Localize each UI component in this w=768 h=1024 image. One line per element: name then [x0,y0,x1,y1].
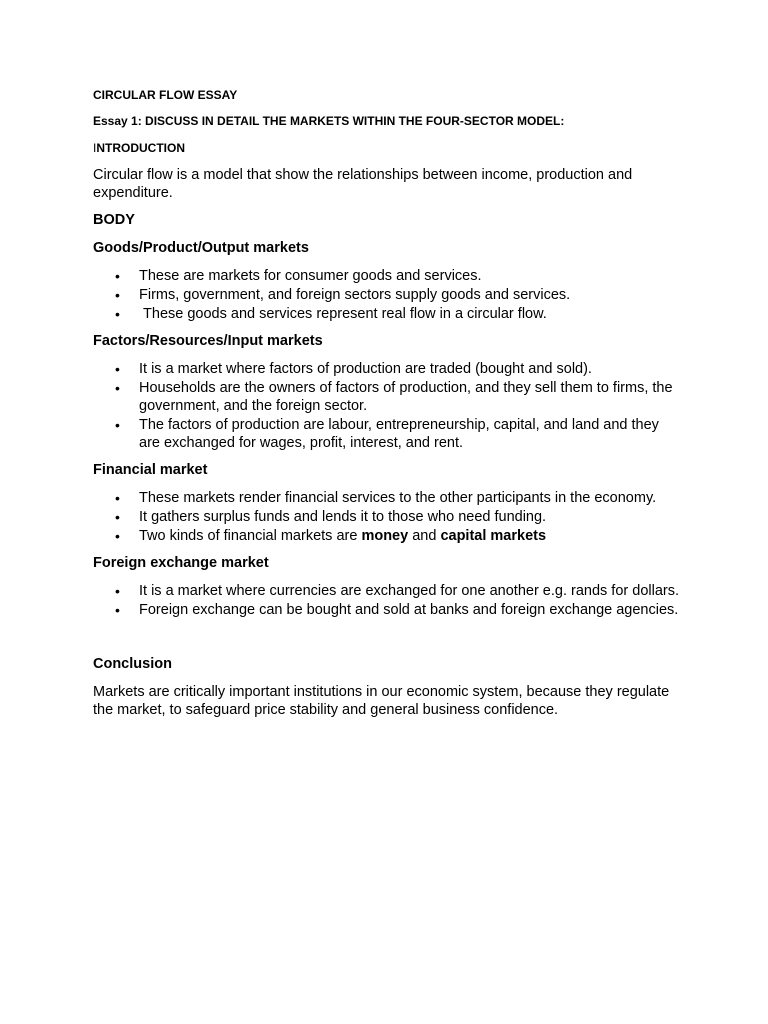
bullet-icon: • [115,490,120,506]
bullet-icon: • [115,417,120,433]
introduction-heading-initial: I [93,141,97,155]
list-item [93,582,683,600]
bullet-icon: • [115,528,120,544]
list-item [93,508,683,526]
bullet-list-goods-markets [93,267,683,323]
essay-title: Essay 1: DISCUSS IN DETAIL THE MARKETS WITHIN THE FOUR-SECTOR MODEL: [93,114,565,128]
bullet-icon: • [115,380,120,396]
bullet-icon: • [115,509,120,525]
list-item-bold-capital-markets: capital markets [440,528,547,544]
bullet-list-financial-market [93,489,683,545]
bullet-icon: • [115,306,120,322]
list-item-text: The factors of production are labour, entrepreneurship, capital, and land and they are exchanged for wages, profit, interest, and rent. [139,417,659,451]
list-item-text: Foreign exchange can be bought and sold at banks and foreign exchange agencies. [139,602,679,618]
introduction-paragraph: Circular flow is a model that show the relationships between income, production and expenditure. [93,167,633,201]
list-item-text: It is a market where currencies are exchanged for one another e.g. rands for dollars. [139,583,680,599]
introduction-heading [93,141,683,156]
list-item-text: These goods and services represent real flow in a circular flow. [139,306,547,322]
list-item [93,416,683,452]
section-heading-factor-markets: Factors/Resources/Input markets [93,333,323,349]
introduction-heading-rest: NTRODUCTION [96,141,186,155]
document-title: CIRCULAR FLOW ESSAY [93,88,238,102]
list-item-bold-money: money [361,528,409,544]
bullet-list-forex-market [93,582,683,619]
list-item [93,360,683,378]
bullet-icon: • [115,602,120,618]
bullet-icon: • [115,287,120,303]
list-item [93,379,683,415]
section-heading-goods-markets: Goods/Product/Output markets [93,240,309,256]
list-item-text-middle: and [408,528,441,544]
body-heading: BODY [93,212,135,228]
list-item [93,489,683,507]
list-item-text: These are markets for consumer goods and services. [139,268,482,284]
list-item-text: Households are the owners of factors of production, and they sell them to firms, the government, and the foreign sector. [139,380,673,414]
bullet-icon: • [115,361,120,377]
vertical-spacer [93,628,683,655]
list-item [93,305,683,323]
bullet-list-factor-markets [93,360,683,452]
list-item [93,601,683,619]
list-item-text: It is a market where factors of production are traded (bought and sold). [139,361,592,377]
list-item [93,286,683,304]
conclusion-paragraph: Markets are critically important institutions in our economic system, because they regulate the market, to safeguard price stability and general business confidence. [93,684,670,718]
list-item [93,527,683,545]
conclusion-heading: Conclusion [93,656,172,672]
list-item [93,267,683,285]
section-heading-financial-market: Financial market [93,462,208,478]
bullet-icon: • [115,268,120,284]
list-item-text-prefix: Two kinds of financial markets are [139,528,362,544]
list-item-text: Firms, government, and foreign sectors supply goods and services. [139,287,571,303]
section-heading-forex-market: Foreign exchange market [93,555,269,571]
bullet-icon: • [115,583,120,599]
list-item-text: These markets render financial services to the other participants in the economy. [139,490,657,506]
list-item-text: It gathers surplus funds and lends it to those who need funding. [139,509,547,525]
document-page [93,88,683,728]
